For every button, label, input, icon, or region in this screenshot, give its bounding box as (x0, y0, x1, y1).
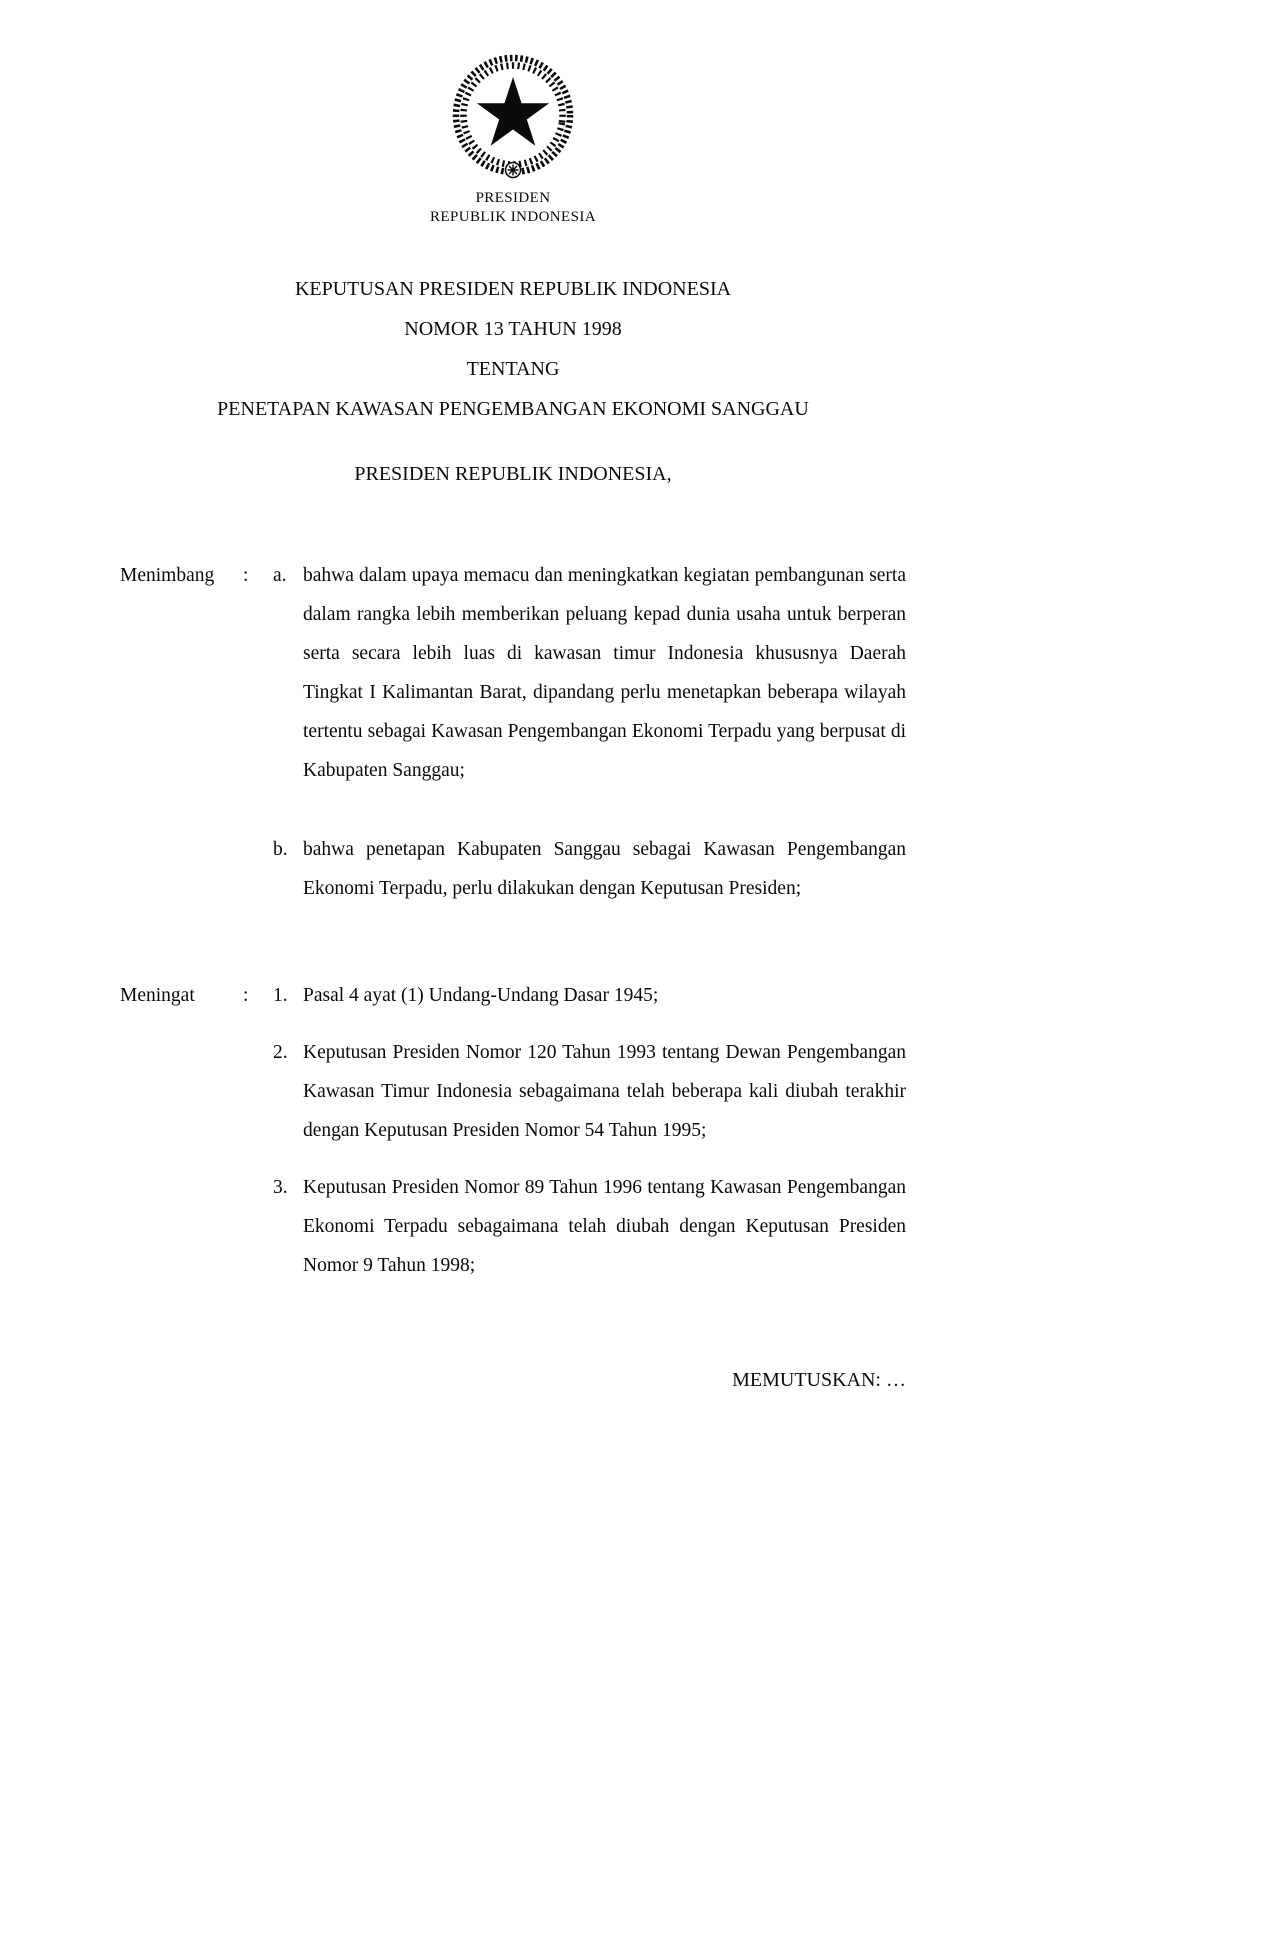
decree-title (120, 269, 906, 429)
list-item (273, 830, 906, 908)
letterhead-republik-indonesia: REPUBLIK INDONESIA (430, 209, 596, 225)
section-label: Menimbang (120, 565, 215, 586)
section-menimbang (120, 556, 906, 908)
emblem-container (120, 0, 906, 185)
decree-title-line-1: KEPUTUSAN PRESIDEN REPUBLIK INDONESIA (294, 278, 732, 300)
item-marker: 3. (273, 1177, 288, 1198)
decree-title-line-2: NOMOR 13 TAHUN 1998 (404, 318, 622, 340)
section-items (273, 976, 906, 1285)
section-meningat (120, 976, 906, 1285)
item-marker: b. (273, 839, 288, 860)
letterhead-presiden: PRESIDEN (475, 190, 551, 206)
item-text: bahwa penetapan Kabupaten Sanggau sebagai Kawasan Pengembangan Ekonomi Terpadu, perlu dilakukan dengan Keputusan Presiden; (303, 839, 906, 899)
item-text: Keputusan Presiden Nomor 89 Tahun 1996 tentang Kawasan Pengembangan Ekonomi Terpadu sebagaimana telah diubah dengan Keputusan Presiden Nomor 9 Tahun 1998; (303, 1177, 906, 1276)
document-content (120, 0, 906, 1392)
section-colon: : (243, 565, 249, 586)
salutation: PRESIDEN REPUBLIK INDONESIA, (354, 463, 672, 485)
section-label: Meningat (120, 985, 195, 1006)
continuation-catchword: MEMUTUSKAN: … (732, 1369, 906, 1391)
list-item (273, 1168, 906, 1285)
list-item (273, 556, 906, 790)
section-colon: : (243, 985, 249, 1006)
list-item (273, 1033, 906, 1150)
presidential-star-wreath-emblem-icon (448, 167, 578, 184)
item-text: Pasal 4 ayat (1) Undang-Undang Dasar 1945; (303, 985, 659, 1006)
decree-title-line-4: PENETAPAN KAWASAN PENGEMBANGAN EKONOMI SANGGAU (217, 398, 809, 420)
list-item (273, 976, 906, 1015)
section-items (273, 556, 906, 908)
item-marker: 1. (273, 985, 288, 1006)
decree-title-line-3: TENTANG (466, 358, 560, 380)
letterhead (120, 189, 906, 227)
item-marker: a. (273, 565, 287, 586)
item-text: Keputusan Presiden Nomor 120 Tahun 1993 tentang Dewan Pengembangan Kawasan Timur Indonesia sebagaimana telah beberapa kali diubah terakhir dengan Keputusan Presiden Nomor 54 Tahun 1995; (303, 1042, 906, 1141)
item-text: bahwa dalam upaya memacu dan meningkatkan kegiatan pembangunan serta dalam rangka lebih memberikan peluang kepad dunia usaha untuk berperan serta secara lebih luas di kawasan timur Indonesia khususnya Daerah Tingkat I Kalimantan Barat, dipandang perlu menetapkan beberapa wilayah tertentu sebagai Kawasan Pengembangan Ekonomi Terpadu yang berpusat di Kabupaten Sanggau; (303, 565, 906, 781)
item-marker: 2. (273, 1042, 288, 1063)
